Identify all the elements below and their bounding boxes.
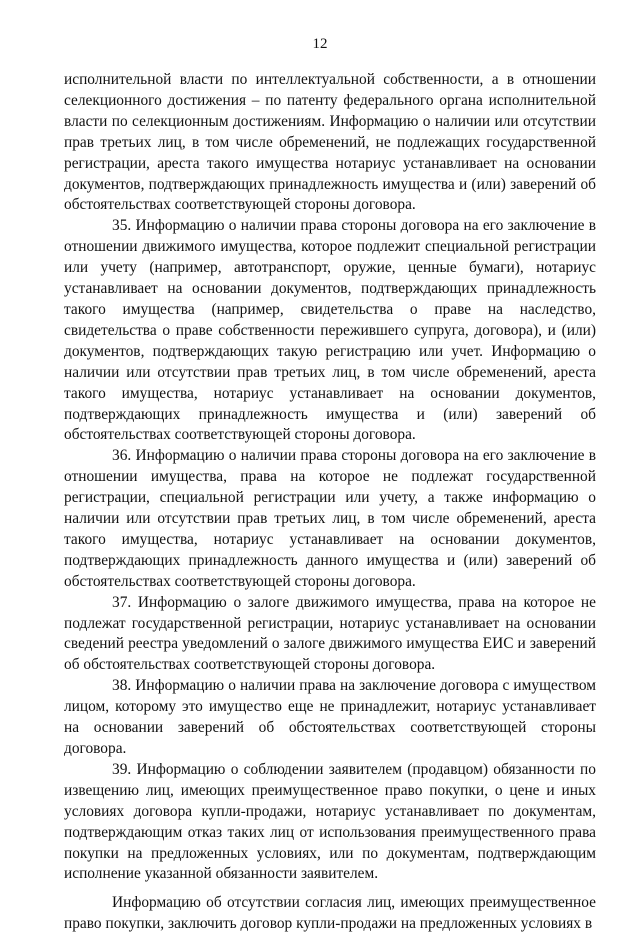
paragraph-39: 39. Информацию о соблюдении заявителем (продавцом) обязанности по извещению лиц, имеющих преимущественное право покупки, о цене и иных условиях договора купли-продажи, нотариус устанавливает по документам, подтверждающим отказ таких лиц от использования преимущественного права покупки на предложенных условиях, или по документам, подтверждающим исполнение указанной обязанности заявителем. [64, 760, 596, 883]
page-number: 12 [312, 36, 328, 52]
paragraph-preemptive-right: Информацию об отсутствии согласия лиц, имеющих преимущественное право покупки, заключить договор купли-продажи на предложенных условиях в [64, 894, 596, 933]
paragraph-36: 36. Информацию о наличии права стороны договора на его заключение в отношении имущества, права на которое не подлежат государственной регистрации, специальной регистрации или учету, а также информацию о наличии или отсутствии прав третьих лиц, в том числе обременений, ареста такого имущества, нотариус устанавливает на основании документов, подтверждающих принадлежность данного имущества и (или) заверений об обстоятельствах соответствующей стороны договора. [64, 447, 596, 590]
paragraph-37: 37. Информацию о залоге движимого имущества, права на которое не подлежат государственной регистрации, нотариус устанавливает на основании сведений реестра уведомлений о залоге движимого имущества ЕИС и заверений об обстоятельствах соответствующей стороны договора. [64, 593, 596, 674]
document-body [64, 70, 596, 935]
paragraph-38: 38. Информацию о наличии права на заключение договора с имуществом лицом, которому это имущество еще не принадлежит, нотариус устанавливает на основании заверений об обстоятельствах соответствующей стороны договора. [64, 677, 596, 757]
paragraph-35: 35. Информацию о наличии права стороны договора на его заключение в отношении движимого имущества, которое подлежит специальной регистрации или учету (например, автотранспорт, оружие, ценные бумаги), нотариус устанавливает на основании документов, подтверждающих принадлежность такого имущества (например, свидетельства о праве на наследство, свидетельства о праве собственности пережившего супруга, договора), и (или) документов, подтверждающих такую регистрацию или учет. Информацию о наличии или отсутствии прав третьих лиц, в том числе обременений, ареста такого имущества, нотариус устанавливает на основании документов, подтверждающих принадлежность имущества и (или) заверений об обстоятельствах соответствующей стороны договора. [64, 217, 596, 444]
paragraph-continuation: исполнительной власти по интеллектуальной собственности, а в отношении селекционного достижения – по патенту федерального органа исполнительной власти по селекционным достижениям. Информацию о наличии или отсутствии прав третьих лиц, в том числе обременений, не подлежащих государственной регистрации, ареста такого имущества нотариус устанавливает на основании документов, подтверждающих принадлежность имущества и (или) заверений об обстоятельствах соответствующей стороны договора. [64, 71, 596, 214]
